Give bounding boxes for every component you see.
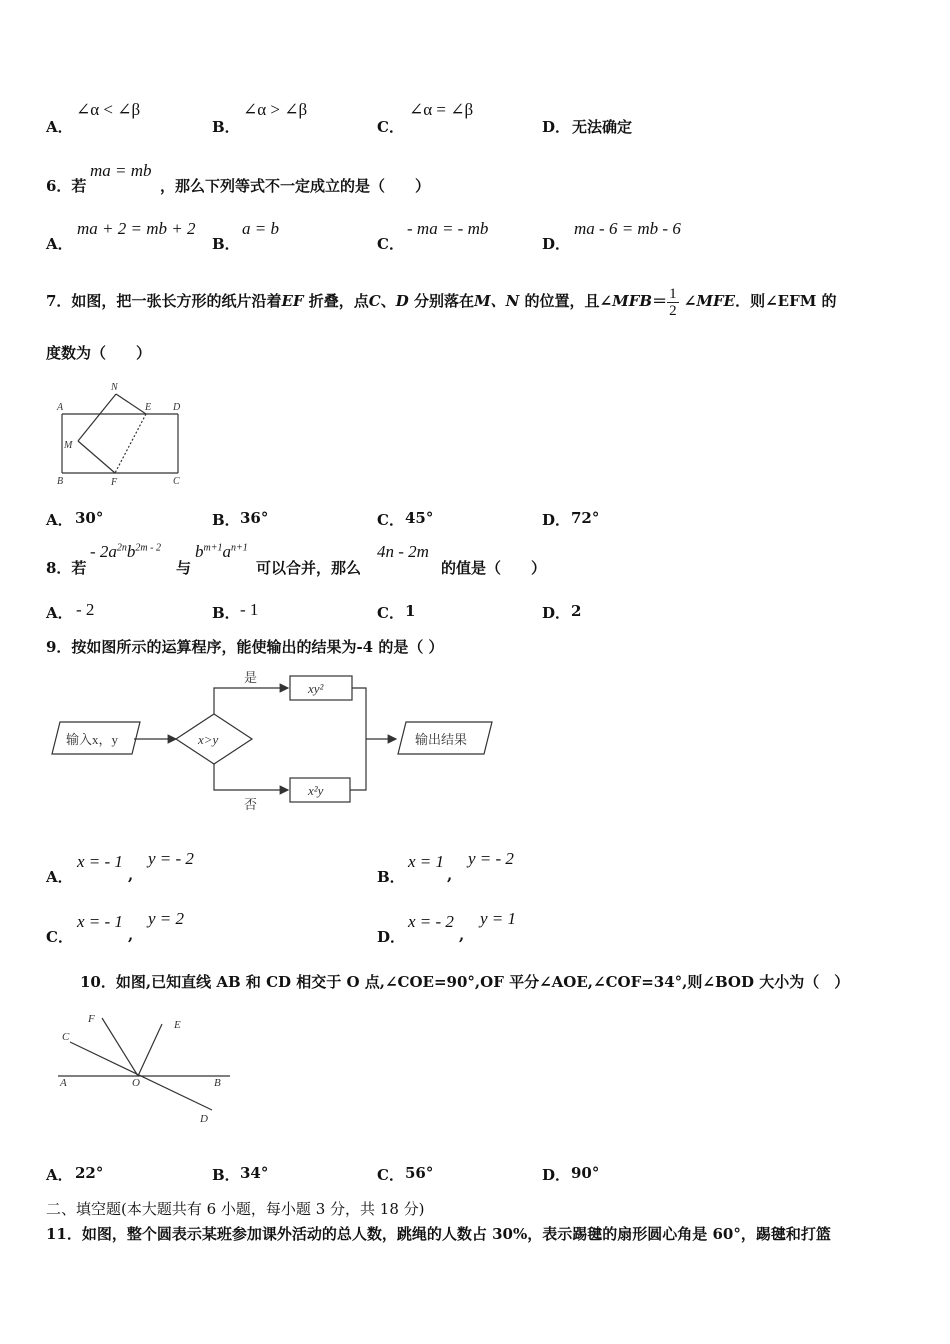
q11-stem: 11．如图，整个圆表示某班参加课外活动的总人数，跳绳的人数占 30%，表示踢毽的扇形圆心角是 60°，踢毽和打篮 xyxy=(46,1225,831,1243)
q10-option-a-text: 22° xyxy=(75,1164,104,1182)
q7-label-f: F xyxy=(111,477,118,488)
q7-text-2: 折叠，点 xyxy=(303,292,369,310)
q7-c: C xyxy=(368,292,381,310)
q8-term1-coef: - 2a xyxy=(90,542,117,561)
q8-option-d-text: 2 xyxy=(571,602,582,620)
q7-eq: ＝ xyxy=(652,292,668,310)
q7-fraction xyxy=(667,286,679,319)
q7-fold-mf xyxy=(78,441,115,473)
q7-sep: 、 xyxy=(380,292,396,310)
q8-term1-b: b xyxy=(126,542,136,561)
q10-option-d-text: 90° xyxy=(571,1164,600,1182)
q9-arrow-yes xyxy=(214,688,288,714)
q7-text-4: 的位置，且∠ xyxy=(519,292,613,310)
q5-option-b-letter: B． xyxy=(212,118,240,136)
q8-term1 xyxy=(90,542,161,562)
q8-option-a-letter: A． xyxy=(46,604,73,622)
q9-option-d-y: y = 1 xyxy=(480,909,517,928)
q8-term1-exp-b: 2m - 2 xyxy=(135,542,161,554)
q9-bottom-box-label: x²y xyxy=(308,783,324,798)
q9-input-label: 输入x，y xyxy=(66,732,119,747)
q7-fold-ne xyxy=(116,394,146,414)
q9-option-d-comma: , xyxy=(459,926,465,944)
q8-option-b-letter: B． xyxy=(212,604,240,622)
q10-ray-oe xyxy=(138,1024,162,1076)
q7-text-1: 7．如图，把一张长方形的纸片沿着 xyxy=(46,292,282,310)
q10-lines-figure xyxy=(50,1004,240,1132)
q9-no-label: 否 xyxy=(244,797,258,812)
q7-fraction-num: 1 xyxy=(669,285,677,302)
q9-option-b-y: y = - 2 xyxy=(468,849,514,868)
q7-mfb: MFB xyxy=(612,292,653,310)
q8-option-c-letter: C． xyxy=(377,604,404,622)
q9-option-d-x: x = - 2 xyxy=(408,912,454,931)
q10-label-f: F xyxy=(88,1013,95,1025)
q8-term2-a: a xyxy=(222,542,231,561)
q8-option-a-expr: - 2 xyxy=(76,600,95,619)
q7-option-b-text: 36° xyxy=(240,509,269,527)
q8-option-b-expr: - 1 xyxy=(240,600,259,619)
q7-option-a-letter: A． xyxy=(46,511,73,529)
q10-option-a-letter: A． xyxy=(46,1166,73,1184)
q10-option-c-letter: C． xyxy=(377,1166,404,1184)
q5-option-c-expr: ∠α = ∠β xyxy=(409,100,474,119)
q7-crease-ef xyxy=(115,414,146,473)
q9-option-b-letter: B． xyxy=(377,868,405,886)
q10-label-d: D xyxy=(200,1113,208,1125)
q8-with: 与 xyxy=(176,559,192,577)
q10-label-a: A xyxy=(60,1077,67,1089)
q8-term2-b: b xyxy=(195,542,204,561)
q9-option-a-x: x = - 1 xyxy=(77,852,123,871)
q9-option-d-letter: D． xyxy=(377,928,406,946)
q9-option-c-y: y = 2 xyxy=(148,909,185,928)
q7-rectangle-fold-figure xyxy=(52,378,192,490)
q9-option-b-x: x = 1 xyxy=(408,852,445,871)
q9-merge-line xyxy=(350,688,366,790)
q7-text-5: ∠ xyxy=(678,292,697,310)
q8-term1-exp-a: 2n xyxy=(116,542,127,554)
q10-stem: 10．如图,已知直线 AB 和 CD 相交于 O 点,∠COE=90°,OF 平分∠AOE,∠COF=34°,则∠BOD 大小为（ ） xyxy=(80,973,850,991)
q9-option-c-letter: C． xyxy=(46,928,73,946)
q6-option-b-expr: a = b xyxy=(242,219,279,238)
q9-output-label: 输出结果 xyxy=(415,732,468,747)
q8-number: 8．若 xyxy=(46,559,87,577)
q9-option-c-x: x = - 1 xyxy=(77,912,123,931)
q7-fraction-den: 2 xyxy=(669,302,677,319)
q9-option-b-comma: , xyxy=(447,866,453,884)
q8-stem-end: 的值是（ ） xyxy=(441,559,547,577)
q7-label-e: E xyxy=(145,402,152,413)
q9-option-a-comma: , xyxy=(128,866,134,884)
q5-option-c-letter: C． xyxy=(377,118,404,136)
q7-ef: EF xyxy=(281,292,304,310)
q7-fold-mn xyxy=(78,394,116,441)
q7-label-c: C xyxy=(173,476,180,487)
q7-stem-line1 xyxy=(46,285,837,319)
q7-label-m: M xyxy=(64,440,73,451)
q10-label-e: E xyxy=(174,1019,181,1031)
q9-option-a-letter: A． xyxy=(46,868,73,886)
q10-label-b: B xyxy=(214,1077,221,1089)
section-2-heading: 二、填空题(本大题共有 6 小题，每小题 3 分，共 18 分) xyxy=(46,1200,425,1218)
q10-ray-of xyxy=(102,1018,138,1076)
q5-option-b-expr: ∠α > ∠β xyxy=(243,100,308,119)
q10-label-o: O xyxy=(132,1077,140,1089)
q7-option-b-letter: B． xyxy=(212,511,240,529)
q9-yes-label: 是 xyxy=(244,670,258,685)
q6-option-d-expr: ma - 6 = mb - 6 xyxy=(574,219,681,238)
q7-text-6: ．则∠EFM 的 xyxy=(735,292,837,310)
q6-option-c-letter: C． xyxy=(377,235,404,253)
q9-flowchart xyxy=(48,664,498,814)
q6-stem: ，那么下列等式不一定成立的是（ ） xyxy=(160,177,431,195)
q5-option-a-letter: A． xyxy=(46,118,73,136)
q6-option-a-letter: A． xyxy=(46,235,73,253)
q7-option-d-text: 72° xyxy=(571,509,600,527)
q7-label-n: N xyxy=(111,382,118,393)
q6-option-b-letter: B． xyxy=(212,235,240,253)
q9-option-a-y: y = - 2 xyxy=(148,849,194,868)
q7-mfe: MFE xyxy=(696,292,736,310)
q7-label-b: B xyxy=(57,476,64,487)
q7-stem-line2: 度数为（ ） xyxy=(46,344,152,362)
q7-label-d: D xyxy=(173,402,181,413)
q8-term2-exp-a: n+1 xyxy=(230,542,248,554)
q7-mn: M、N xyxy=(474,292,520,310)
q5-option-d-text: 无法确定 xyxy=(572,118,633,136)
q9-stem: 9．按如图所示的运算程序，能使输出的结果为-4 的是（ ） xyxy=(46,638,444,656)
q5-option-a-expr: ∠α < ∠β xyxy=(76,100,141,119)
q7-d: D xyxy=(395,292,409,310)
q5-option-d-letter: D． xyxy=(542,118,571,136)
q7-option-a-text: 30° xyxy=(75,509,104,527)
q7-option-c-text: 45° xyxy=(405,509,434,527)
q10-option-b-letter: B． xyxy=(212,1166,240,1184)
q8-option-d-letter: D． xyxy=(542,604,571,622)
q6-option-a-expr: ma + 2 = mb + 2 xyxy=(77,219,196,238)
q8-term2-exp-b: m+1 xyxy=(203,542,223,554)
q8-term2 xyxy=(195,542,248,562)
q6-option-c-expr: - ma = - mb xyxy=(407,219,489,238)
q9-arrow-no xyxy=(214,764,288,790)
q10-label-c: C xyxy=(62,1031,70,1043)
q8-mid-text: 可以合并，那么 xyxy=(256,559,362,577)
q8-expression: 4n - 2m xyxy=(377,542,429,561)
q9-top-box-label: xy² xyxy=(308,681,324,696)
q6-option-d-letter: D． xyxy=(542,235,571,253)
q8-option-c-text: 1 xyxy=(405,602,416,620)
q6-condition: ma = mb xyxy=(90,161,152,180)
q10-option-b-text: 34° xyxy=(240,1164,269,1182)
q9-option-c-comma: , xyxy=(128,926,134,944)
q10-option-d-letter: D． xyxy=(542,1166,571,1184)
q9-condition-label: x>y xyxy=(198,732,219,747)
q7-label-a: A xyxy=(57,402,64,413)
q10-option-c-text: 56° xyxy=(405,1164,434,1182)
q7-option-d-letter: D． xyxy=(542,511,571,529)
q7-option-c-letter: C． xyxy=(377,511,404,529)
q6-number: 6．若 xyxy=(46,177,87,195)
q7-text-3: 分别落在 xyxy=(408,292,474,310)
